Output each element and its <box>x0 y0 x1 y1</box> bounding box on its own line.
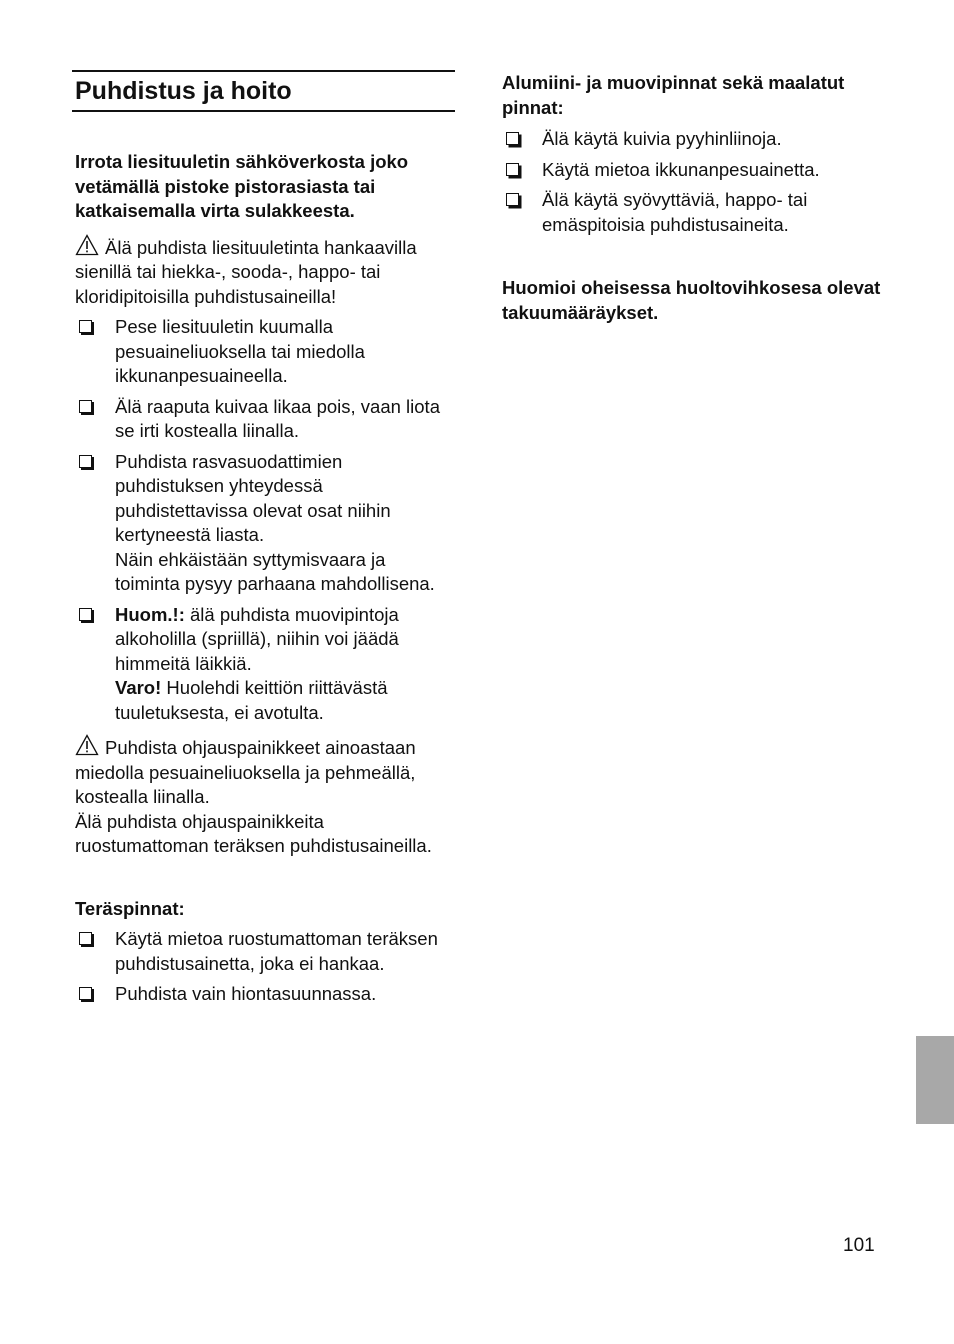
aluminium-heading: Alumiini- ja muovipinnat sekä maalatut pinnat: <box>502 72 845 118</box>
warning-text-1: Älä puhdista liesituuletinta hankaavilla sienillä tai hiekka-, sooda-, happo- tai kloridipitoisilla puhdistusaineilla! <box>75 236 417 307</box>
note-label: Huom.!: <box>115 603 185 625</box>
list-item-text: Puhdista vain hiontasuunnassa. <box>115 983 377 1004</box>
list-item <box>75 927 455 976</box>
cleaning-steps-list <box>75 315 455 725</box>
left-column <box>75 70 455 1013</box>
checkbox-bullet-icon <box>506 193 519 206</box>
list-item-text: Älä raaputa kuivaa likaa pois, vaan liota se irti kostealla liinalla. <box>115 395 440 441</box>
list-item <box>75 395 455 444</box>
list-item <box>502 188 902 237</box>
list-item-text: Näin ehkäistään syttymisvaara ja toiminta pysyy parhaana mahdollisena. <box>115 548 435 594</box>
list-item <box>502 158 902 183</box>
right-column <box>502 71 902 325</box>
warning-paragraph-2 <box>75 734 455 810</box>
checkbox-bullet-icon <box>79 608 92 621</box>
aluminium-list <box>502 127 902 237</box>
list-item-text: älä puhdista muovipintoja alkoholilla (spriillä), niihin voi jäädä himmeitä läikkiä. <box>115 603 399 674</box>
page-title: Puhdistus ja hoito <box>72 70 455 112</box>
disconnect-instruction: Irrota liesituuletin sähköverkosta joko vetämällä pistoke pistorasiasta tai katkaisemalla virta sulakkeesta. <box>75 151 409 221</box>
list-item-text: Huolehdi keittiön riittävästä tuuletuksesta, ei avotulta. <box>115 677 388 723</box>
checkbox-bullet-icon <box>506 163 519 176</box>
warning-text-2-extra: Älä puhdista ohjauspainikkeita ruostumattoman teräksen puhdistusaineilla. <box>75 810 432 856</box>
checkbox-bullet-icon <box>79 987 92 1000</box>
section-tab-marker <box>916 1036 954 1124</box>
checkbox-bullet-icon <box>79 400 92 413</box>
checkbox-bullet-icon <box>79 932 92 945</box>
warning-triangle-icon <box>75 234 99 256</box>
warning-triangle-icon <box>75 734 99 756</box>
list-item-text: Älä käytä syövyttäviä, happo- tai emäspitoisia puhdistusaineita. <box>542 189 808 235</box>
list-item <box>75 982 455 1007</box>
warning-text-2: Puhdista ohjauspainikkeet ainoastaan miedolla pesuaineliuoksella ja pehmeällä, kostealla liinalla. <box>75 737 416 807</box>
warning-paragraph-1 <box>75 234 455 310</box>
checkbox-bullet-icon <box>79 320 92 333</box>
warranty-note: Huomioi oheisessa huoltovihkosesa olevat takuumääräykset. <box>502 277 881 323</box>
list-item <box>75 315 455 389</box>
list-item-text: Käytä mietoa ikkunanpesuainetta. <box>542 158 820 180</box>
page-number: 101 <box>843 1235 875 1256</box>
steel-list <box>75 927 455 1007</box>
list-item <box>502 127 902 152</box>
list-item-text: Älä käytä kuivia pyyhinliinoja. <box>542 128 782 149</box>
list-item-text: Pese liesituuletin kuumalla pesuaineliuoksella tai miedolla ikkunanpesuaineella. <box>115 316 365 386</box>
caution-label: Varo! <box>115 677 162 698</box>
list-item <box>75 603 455 726</box>
list-item-text: Puhdista rasvasuodattimien puhdistuksen yhteydessä puhdistettavissa olevat osat niihin kertyneestä liasta. <box>115 450 391 545</box>
checkbox-bullet-icon <box>79 455 92 468</box>
list-item <box>75 450 455 597</box>
list-item-text: Käytä mietoa ruostumattoman teräksen puhdistusainetta, joka ei hankaa. <box>115 928 438 974</box>
steel-heading: Teräspinnat: <box>75 897 185 919</box>
checkbox-bullet-icon <box>506 132 519 145</box>
